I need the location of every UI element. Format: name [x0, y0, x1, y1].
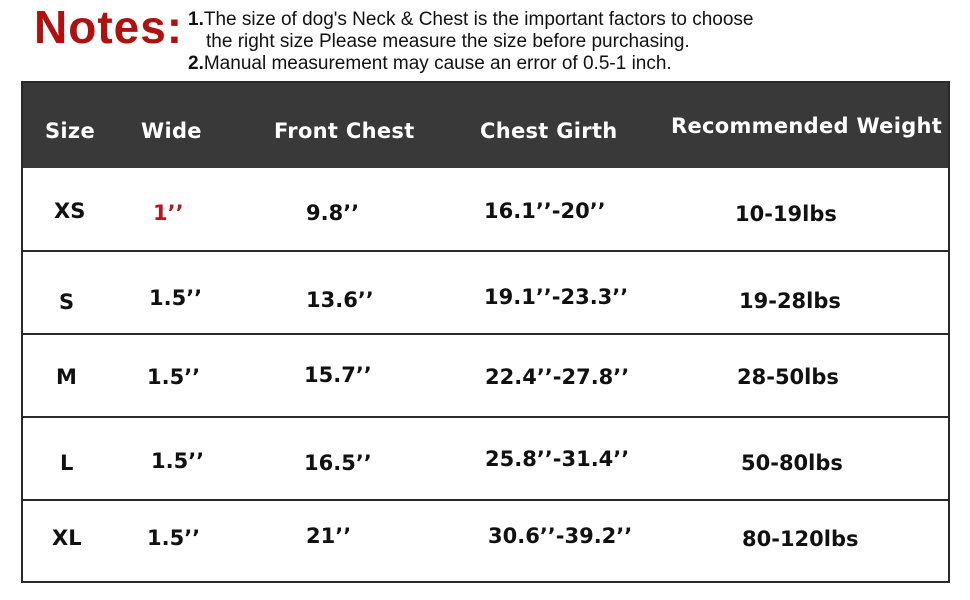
cell-front-chest: 15.7’’: [304, 363, 372, 387]
header-recommended-weight: Recommended Weight: [671, 114, 943, 138]
cell-weight: 10-19lbs: [735, 202, 837, 226]
cell-weight: 19-28lbs: [739, 289, 841, 313]
header-chest-girth: Chest Girth: [480, 119, 618, 143]
cell-size: S: [59, 290, 75, 314]
table-row: [23, 416, 948, 499]
cell-chest-girth: 19.1’’-23.3’’: [484, 285, 629, 309]
cell-chest-girth: 22.4’’-27.8’’: [485, 365, 630, 389]
cell-size: XL: [52, 526, 82, 550]
header-front-chest: Front Chest: [274, 119, 415, 143]
note-number: 2.: [188, 53, 204, 74]
note-text-continuation: the right size Please measure the size before purchasing.: [206, 31, 690, 52]
note-item: [188, 9, 753, 53]
cell-front-chest: 13.6’’: [306, 288, 374, 312]
cell-wide: 1.5’’: [149, 286, 203, 310]
cell-size: M: [56, 365, 77, 389]
cell-wide: 1.5’’: [147, 526, 201, 550]
note-number: 1.: [188, 9, 204, 30]
cell-wide: 1.5’’: [147, 365, 201, 389]
cell-chest-girth: 30.6’’-39.2’’: [488, 524, 633, 548]
header-size: Size: [45, 119, 95, 143]
table-row: [23, 333, 948, 416]
cell-chest-girth: 25.8’’-31.4’’: [485, 447, 630, 471]
notes-title: Notes:: [34, 1, 184, 53]
cell-front-chest: 16.5’’: [304, 451, 372, 475]
table-row: [23, 499, 948, 583]
cell-wide: 1.5’’: [151, 449, 205, 473]
cell-size: L: [60, 451, 74, 475]
note-text: Manual measurement may cause an error of 0.5-1 inch.: [203, 53, 672, 74]
table-row: [23, 168, 948, 250]
cell-weight: 80-120lbs: [742, 527, 859, 551]
note-item: [188, 53, 753, 75]
notes-list: [188, 9, 753, 75]
table-row: [23, 250, 948, 333]
cell-wide: 1’’: [153, 201, 184, 225]
note-text: The size of dog's Neck & Chest is the important factors to choose: [203, 9, 754, 30]
cell-chest-girth: 16.1’’-20’’: [484, 199, 606, 223]
table-header-row: [23, 83, 948, 168]
cell-weight: 28-50lbs: [737, 365, 839, 389]
cell-front-chest: 21’’: [306, 524, 352, 548]
cell-front-chest: 9.8’’: [306, 201, 360, 225]
size-chart-table: [21, 81, 950, 583]
cell-weight: 50-80lbs: [741, 451, 843, 475]
header-wide: Wide: [141, 119, 202, 143]
cell-size: XS: [54, 199, 86, 223]
